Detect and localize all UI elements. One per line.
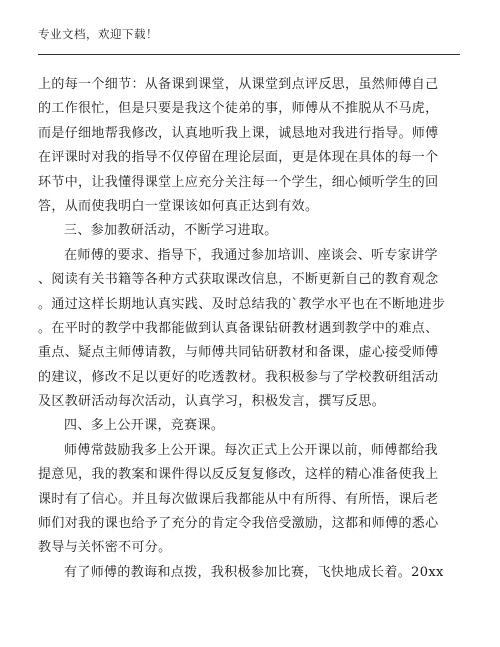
text-line: 及区教研活动每次活动，认真学习，积极发言，撰写反思。 bbox=[38, 394, 386, 410]
text-line: 上的每一个细节：从备课到课堂，从课堂到点评反思，虽然师傅自己 bbox=[38, 77, 439, 92]
page-header: 专业文档，欢迎下载！ bbox=[38, 27, 158, 41]
text-line: 师们对我的课也给予了充分的肯定令我倍受激励，这都和师傅的悉心 bbox=[38, 516, 439, 532]
text-line: 。通过这样长期地认真实践、及时总结我的`教学水平也在不断地进步 bbox=[38, 296, 446, 312]
text-line: 在师傅的要求、指导下，我通过参加培训、座谈会、听专家讲学 bbox=[64, 247, 438, 263]
text-line: 答，从而使我明白一堂课该如何真正达到有效。 bbox=[38, 198, 319, 214]
paragraph bbox=[38, 439, 459, 561]
text-line: 重点、疑点主师傅请教，与师傅共同钻研教材和备课，虚心接受师傅 bbox=[38, 345, 439, 361]
paragraph bbox=[38, 244, 459, 415]
paragraph bbox=[38, 561, 459, 585]
section-heading: 三、参加教研活动，不断学习进取。 bbox=[64, 223, 278, 239]
text-line: 在评课时对我的指导不仅停留在理论层面，更是体现在具体的每一个 bbox=[38, 150, 439, 166]
text-line: 的建议，修改不足以更好的吃透教材。我积极参与了学校教研组活动 bbox=[38, 369, 439, 385]
text-line: 环节中，让我懂得课堂上应充分关注每一个学生，细心倾听学生的回 bbox=[38, 174, 439, 190]
header-divider bbox=[38, 54, 460, 55]
text-line: 提意见，我的教案和课件得以反反复复修改，这样的精心准备使我上 bbox=[38, 467, 439, 483]
paragraph bbox=[38, 73, 459, 219]
text-line: 教导与关怀密不可分。 bbox=[38, 540, 172, 556]
text-line: 课时有了信心。并且每次做课后我都能从中有所得、有所悟，课后老 bbox=[38, 491, 439, 507]
text-line: 的工作很忙，但是只要是我这个徒弟的事，师傅从不推脱从不马虎， bbox=[38, 101, 439, 117]
text-line: 而是仔细地帮我修改，认真地听我上课，诚恳地对我进行指导。师傅 bbox=[38, 125, 439, 141]
document-body bbox=[38, 73, 459, 585]
text-line: 有了师傅的教诲和点拨，我积极参加比赛，飞快地成长着。20xx bbox=[64, 564, 444, 580]
text-line: 。在平时的教学中我都能做到认真备课钻研教材遇到教学中的难点、 bbox=[38, 320, 439, 336]
text-line: 师傅常鼓励我多上公开课。每次正式上公开课以前，师傅都给我 bbox=[64, 442, 438, 458]
text-line: 、阅读有关书籍等各种方式获取课改信息，不断更新自己的教育观念 bbox=[38, 272, 439, 288]
section-heading: 四、多上公开课，竞赛课。 bbox=[64, 418, 225, 434]
